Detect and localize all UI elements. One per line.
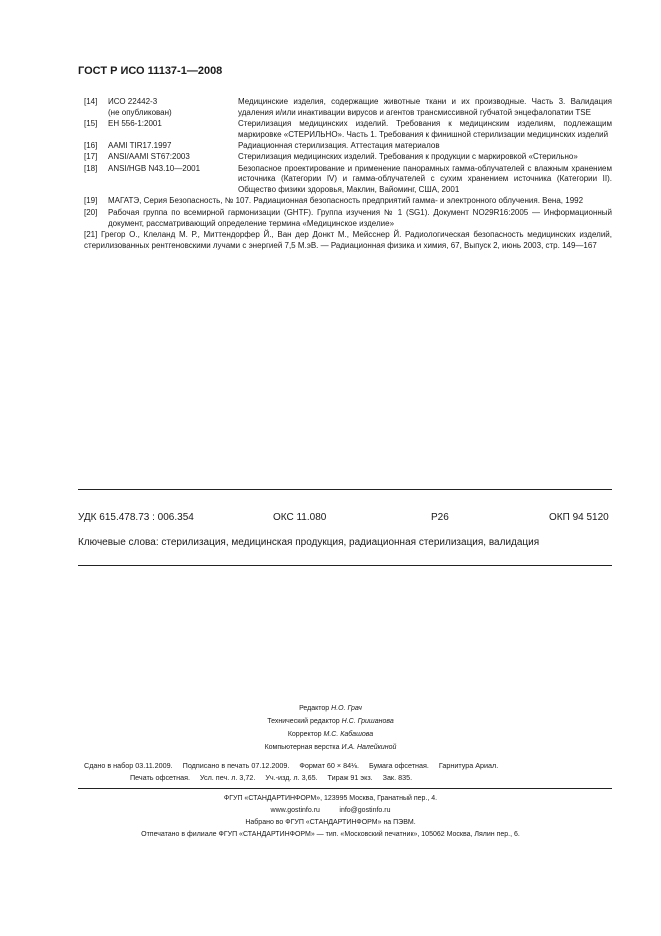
divider-publisher — [78, 788, 612, 789]
reference-item — [84, 196, 612, 207]
reference-text: Рабочая группа по всемирной гармонизации (GHTF). Группа изучения № 1 (SG1). Документ NO29R16:2005 — Информационный документ, рассматривающий определение термина «Медицинское изделие» — [108, 207, 612, 228]
reference-item — [84, 230, 612, 251]
reference-code: ANSI/AAMI ST67:2003 — [108, 151, 190, 161]
reference-code: ЕН 556-1:2001 — [108, 119, 162, 129]
keywords: Ключевые слова: стерилизация, медицинская продукция, радиационная стерилизация, валидация — [78, 537, 540, 548]
reference-number: [20] — [84, 207, 98, 217]
okp-code: ОКП 94 5120 — [549, 512, 609, 523]
print-info-line: Сдано в набор 03.11.2009. Подписано в печать 07.12.2009. Формат 60 × 84⅛. Бумага офсетная. Гарнитура Ариал. — [84, 761, 499, 770]
reference-code: AAMI TIR17.1997 — [108, 141, 172, 151]
reference-item — [84, 208, 612, 229]
reference-description: Безопасное проектирование и применение панорамных гамма-облучателей с влажным хранением источника (Категории IV) и гамма-облучателей с сухим хранением источника (Категории II). Общество физики здоровья, Маклин, Вайоминг, США, 2001 — [238, 163, 612, 194]
credit-name: Н.С. Гришанова — [341, 718, 394, 725]
reference-number: [18] — [84, 163, 98, 173]
divider-top — [78, 489, 612, 490]
reference-description: Радиационная стерилизация. Аттестация материалов — [238, 141, 440, 151]
reference-number: [19] — [84, 196, 98, 206]
reference-number: [17] — [84, 151, 98, 161]
publisher-block — [0, 793, 661, 841]
oks-code: ОКС 11.080 — [273, 512, 327, 523]
reference-number: [16] — [84, 141, 98, 151]
reference-number: [21] — [84, 230, 98, 240]
credit-line: Компьютерная верстка И.А. Налейкиной — [264, 744, 397, 751]
divider-bottom — [78, 565, 612, 566]
credits-block — [0, 702, 661, 754]
credit-name: И.А. Налейкиной — [341, 744, 397, 751]
udk-code: УДК 615.478.73 : 006.354 — [78, 512, 194, 523]
references-list — [84, 97, 612, 251]
credit-line: Редактор Н.О. Грач — [299, 705, 362, 712]
reference-number: [14] — [84, 97, 98, 106]
reference-item — [84, 119, 612, 140]
reference-description: Стерилизация медицинских изделий. Требования к продукции с маркировкой «Стерильно» — [238, 151, 578, 161]
publisher-line: Отпечатано в филиале ФГУП «СТАНДАРТИНФОРМ» — тип. «Московский печатник», 105062 Москва, Лялин пер., 6. — [141, 831, 520, 838]
reference-code: ИСО 22442-3 — [108, 97, 158, 106]
reference-text: Грегор О., Клеланд М. Р., Миттендорфер Й., Ван дер Донкт М., Мейсснер Й. Радиологическая безопасность медицинских изделий, стерилизованных рентгеновскими лучами с энергией 7,5 М.эВ. — Радиационная физика и химия, 67, Выпуск 2, июнь 2003, стр. 149—167 — [84, 230, 612, 250]
credit-name: М.С. Кабашова — [323, 731, 374, 738]
reference-code: ANSI/HGB N43.10—2001 — [108, 163, 201, 173]
print-info-line: Печать офсетная. Усл. печ. л. 3,72. Уч.-изд. л. 3,65. Тираж 91 экз. Зак. 835. — [130, 773, 413, 782]
reference-code-note: (не опубликован) — [108, 107, 172, 117]
publisher-contacts: www.gostinfo.ru info@gostinfo.ru — [270, 807, 391, 814]
reference-description: Медицинские изделия, содержащие животные ткани и их производные. Часть 3. Валидация удаления и/или инактивации вирусов и агентов трансмиссивной губчатой энцефалопатии TSE — [238, 97, 612, 117]
reference-item — [84, 141, 612, 152]
reference-number: [15] — [84, 119, 98, 129]
reference-item — [84, 164, 612, 196]
publisher-line: ФГУП «СТАНДАРТИНФОРМ», 123995 Москва, Гранатный пер., 4. — [223, 795, 438, 802]
reference-item — [84, 97, 612, 118]
print-info — [84, 760, 612, 784]
credit-name: Н.О. Грач — [331, 705, 362, 712]
credit-line: Технический редактор Н.С. Гришанова — [267, 718, 394, 725]
document-title: ГОСТ Р ИСО 11137-1—2008 — [78, 65, 223, 77]
reference-text: МАГАТЭ, Серия Безопасность, № 107. Радиационная безопасность предприятий гамма- и электронного облучения. Вена, 1992 — [108, 196, 584, 206]
publisher-line: Набрано во ФГУП «СТАНДАРТИНФОРМ» на ПЭВМ. — [245, 819, 416, 826]
reference-item — [84, 152, 612, 163]
group-code: Р26 — [431, 512, 449, 523]
credit-line: Корректор М.С. Кабашова — [287, 731, 374, 738]
reference-description: Стерилизация медицинских изделий. Требования к медицинским изделиям, подлежащим маркировке «СТЕРИЛЬНО». Часть 1. Требования к финишной стерилизации медицинских изделий — [238, 119, 612, 139]
